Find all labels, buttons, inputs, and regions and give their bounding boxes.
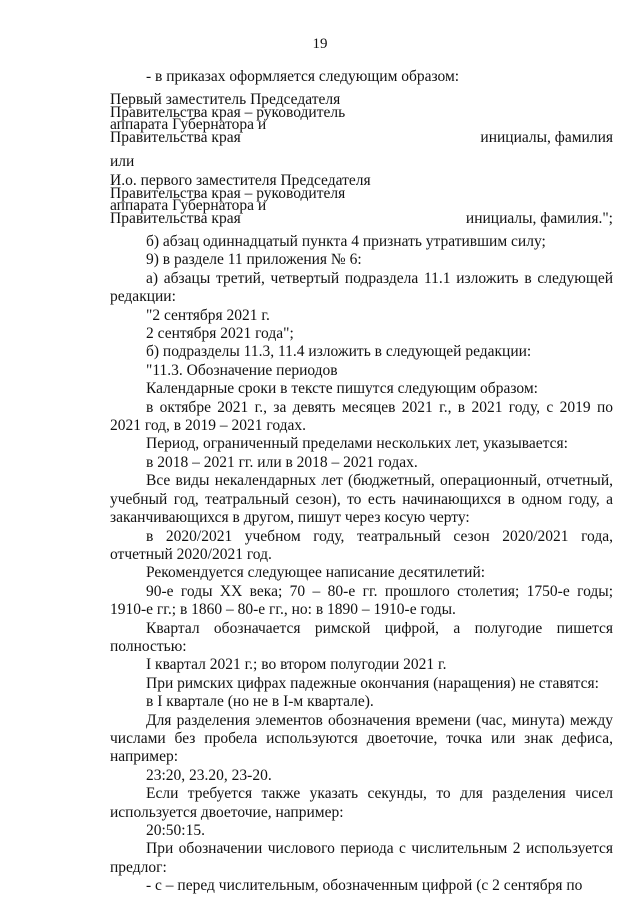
sig2-line-4: Правительства края xyxy=(110,209,241,227)
intro-line xyxy=(110,68,613,86)
sig1-line-2: Правительства края – руководитель xyxy=(110,103,346,121)
sig2-line-3: аппарата Губернатора и xyxy=(110,197,267,214)
paragraph: I квартал 2021 г.; во втором полугодии 2021 г. xyxy=(146,656,447,674)
signature-block-1 xyxy=(110,91,613,146)
paragraph: Календарные сроки в тексте пишутся следующим образом: xyxy=(146,380,538,398)
sig2-line-1: И.о. первого заместителя Председателя xyxy=(110,172,371,189)
or-word: или xyxy=(110,153,135,170)
paragraph: 9) в разделе 11 приложения № 6: xyxy=(146,251,362,269)
paragraph: в 2018 – 2021 гг. или в 2018 – 2021 годах. xyxy=(146,453,418,471)
signature-block-2 xyxy=(110,172,613,227)
body-text xyxy=(110,233,613,896)
paragraph: Если требуется также указать секунды, то для разделения чисел используется двоеточие, например: xyxy=(110,785,613,821)
sig1-line-1: Первый заместитель Председателя xyxy=(110,91,341,108)
paragraph: "11.3. Обозначение периодов xyxy=(146,361,338,379)
paragraph: 2 сентября 2021 года"; xyxy=(146,325,294,343)
page-number: 19 xyxy=(312,36,328,52)
paragraph: в I квартале (но не в I-м квартале). xyxy=(146,693,374,711)
paragraph: 90-е годы XX века; 70 – 80-е гг. прошлого столетия; 1750-е годы; 1910-е гг.; в 1860 – 80-е гг., но: в 1890 – 1910-е годы. xyxy=(110,582,613,619)
paragraph: а) абзацы третий, четвертый подраздела 11.1 изложить в следующей редакции: xyxy=(110,269,613,306)
paragraph: Все виды некалендарных лет (бюджетный, операционный, отчетный, учебный год, театральный сезон), то есть начинающихся в одном году, а заканчивающихся в другом, пишут через косую черту: xyxy=(110,472,613,527)
paragraph: в октябре 2021 г., за девять месяцев 2021 г., в 2021 году, с 2019 по 2021 год, в 2019 – 2021 годах. xyxy=(110,398,613,435)
paragraph: "2 сентября 2021 г. xyxy=(146,306,270,324)
paragraph: 20:50:15. xyxy=(146,822,205,839)
sig1-line-4: Правительства края xyxy=(110,128,241,146)
paragraph: б) подразделы 11.3, 11.4 изложить в следующей редакции: xyxy=(146,343,532,361)
paragraph: Рекомендуется следующее написание десятилетий: xyxy=(146,564,486,582)
paragraph: Период, ограниченный пределами нескольких лет, указывается: xyxy=(146,435,568,453)
paragraph: При римских цифрах падежные окончания (наращения) не ставятся: xyxy=(146,674,599,692)
sig2-initials: инициалы, фамилия."; xyxy=(465,209,613,227)
paragraph: б) абзац одиннадцатый пункта 4 признать утратившим силу; xyxy=(146,233,546,250)
sig2-line-2: Правительства края – руководителя xyxy=(110,184,346,202)
paragraph: При обозначении числового периода с числительным 2 используется предлог: xyxy=(110,840,613,876)
sig1-initials: инициалы, фамилия xyxy=(480,128,613,146)
sig1-line-3: аппарата Губернатора и xyxy=(110,116,267,133)
paragraph: Для разделения элементов обозначения времени (час, минута) между числами без пробела используются двоеточие, точка или знак дефиса, например: xyxy=(110,711,613,766)
paragraph: в 2020/2021 учебном году, театральный сезон 2020/2021 года, отчетный 2020/2021 год. xyxy=(110,527,613,563)
paragraph: 23:20, 23.20, 23-20. xyxy=(146,766,272,784)
paragraph: Квартал обозначается римской цифрой, а полугодие пишется полностью: xyxy=(110,619,613,655)
intro-text: - в приказах оформляется следующим образом: xyxy=(146,68,460,85)
paragraph: - с – перед числительным, обозначенным цифрой (с 2 сентября по xyxy=(146,877,583,895)
